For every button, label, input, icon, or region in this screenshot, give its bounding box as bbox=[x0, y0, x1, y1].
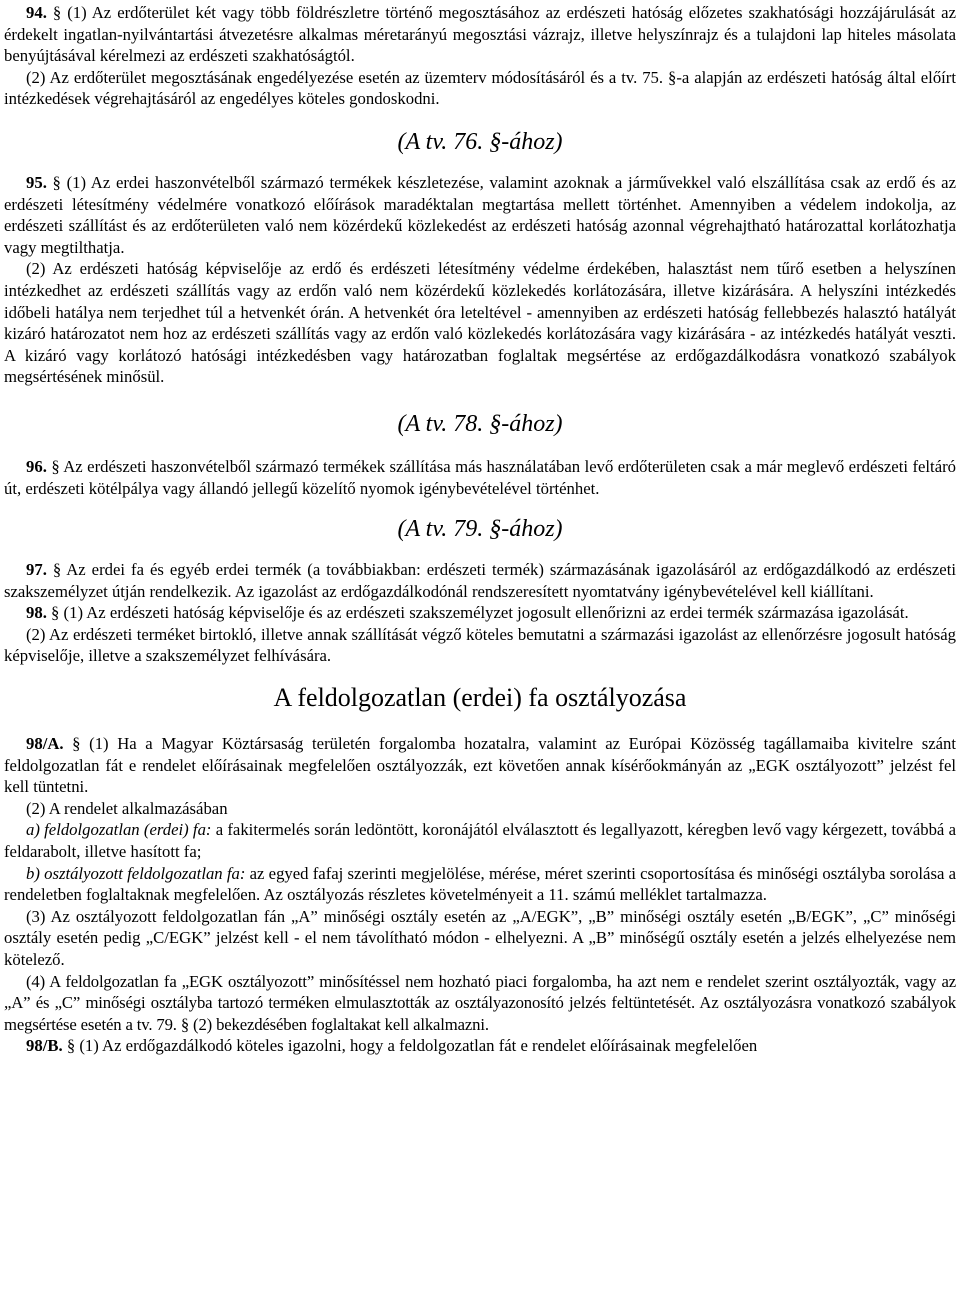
paragraph-98b-1 bbox=[4, 1035, 956, 1057]
section-number: 96. bbox=[26, 456, 47, 476]
paragraph-98-2: (2) Az erdészeti terméket birtokló, illetve annak szállítását végző köteles bemutatni a származási igazolást az ellenőrzésre jogosult hatóság képviselője, illetve a szakszemélyzet felhívására. bbox=[4, 624, 956, 666]
defined-term: a) feldolgozatlan (erdei) fa: bbox=[26, 820, 212, 840]
paragraph-text: § (1) Az erdőgazdálkodó köteles igazolni, hogy a feldolgozatlan fát e rendelet előírásainak megfelelően bbox=[62, 1036, 758, 1056]
section-number: 98/A. bbox=[26, 734, 64, 754]
paragraph-text: § (1) Ha a Magyar Köztársaság területén forgalomba hozatalra, valamint az Európai Közösség tagállamaiba kivitelre szánt feldolgozatlan fát e rendelet előírásainak megfelelően osztályozzák, ezt követően annak kísérőokmányán az „EGK osztályozott” jelzést fel kell tüntetni. bbox=[4, 734, 956, 797]
paragraph-98a-2: (2) A rendelet alkalmazásában bbox=[26, 798, 228, 818]
paragraph-text: § (1) Az erdészeti hatóság képviselője és az erdészeti szakszemélyzet jogosult ellenőrizni az erdei termék származása igazolását. bbox=[46, 603, 909, 623]
paragraph-95-2: (2) Az erdészeti hatóság képviselője az erdő és erdészeti létesítmény védelme érdekében, halasztást nem tűrő esetben a helyszínen intézkedhet az erdészeti szállítás vagy az erdőn való nem közérdekű közlekedés korlátozására, illetve kizárására. A helyszíni intézkedés időbeli hatálya nem terjedhet túl a hetvenkét órán. A hetvenkét óra leteltével - amennyiben az erdészeti hatóság fellebbezés halasztó hatályát kizáró határozatot nem hoz az erdészeti szállítás vagy az erdőn való közlekedés korlátozására vagy kizárására - az intézkedés hatályát veszti. A kizáró vagy korlátozó hatósági intézkedésben vagy határozatban foglaltak megsértése az erdőgazdálkodásra vonatkozó szabályok megsértésének minősül. bbox=[4, 259, 956, 387]
section-heading-tv76: (A tv. 76. §-ához) bbox=[397, 128, 563, 155]
paragraph-text: az egyed fafaj szerinti megjelölése, mérése, méret szerinti csoportosítása és minőségi osztályba sorolása a rendeletben foglaltaknak megfelelően. Az osztályozás részletes követelményeit a 11. számú melléklet tartalmazza. bbox=[4, 863, 956, 905]
section-number: 95. bbox=[26, 172, 47, 192]
paragraph-text: a fakitermelés során ledöntött, koronájától elválasztott és legallyazott, kéregben levő vagy kérgezett, továbbá a feldarabolt, illetve hasított fa; bbox=[4, 820, 956, 862]
paragraph-98a-point-b bbox=[4, 863, 956, 906]
paragraph-96 bbox=[4, 456, 956, 499]
paragraph-98a-3: (3) Az osztályozott feldolgozatlan fán „A” minőségi osztály esetén az „A/EGK”, „B” minőségi osztály esetén „B/EGK”, „C” minőségi osztály esetén pedig „C/EGK” jelzést kell - el nem távolítható módon - elhelyezni. A „B” minőségű osztály esetén a jelzés elhelyezése nem kötelező. bbox=[4, 906, 956, 969]
paragraph-98a-4: (4) A feldolgozatlan fa „EGK osztályozott” minősítéssel nem hozható piaci forgalomba, ha azt nem e rendelet szerint osztályozták, vagy az „A” és „C” minőségi osztályba tartozó terméken elmulasztották az osztályazonosító jelzés feltüntetését. Az osztályozásra vonatkozó szabályok megsértése esetén a tv. 79. § (2) bekezdésében foglaltakat kell alkalmazni. bbox=[4, 971, 956, 1034]
paragraph-text: § (1) Az erdőterület két vagy több földrészletre történő megosztásához az erdészeti hatóság előzetes szakhatósági hozzájárulását az érdekelt ingatlan-nyilvántartási átvezetésre alkalmas méretarányú megosztási vázrajz, illetve helyszínrajz és a tulajdoni lap hiteles másolata benyújtásával kérelmezi az erdészeti szakhatóságtól. bbox=[4, 3, 956, 66]
paragraph-98a-1 bbox=[4, 733, 956, 798]
section-number: 97. bbox=[26, 560, 47, 580]
paragraph-94-2: (2) Az erdőterület megosztásának engedélyezése esetén az üzemterv módosításáról és a tv. 75. §-a alapján az erdészeti hatóság által előírt intézkedések végrehajtásáról az engedélyes köteles gondoskodni. bbox=[4, 67, 956, 109]
section-heading-tv78: (A tv. 78. §-ához) bbox=[397, 410, 563, 437]
paragraph-98-1 bbox=[4, 602, 956, 624]
defined-term: b) osztályozott feldolgozatlan fa: bbox=[26, 863, 246, 883]
section-heading-tv79: (A tv. 79. §-ához) bbox=[397, 516, 563, 543]
paragraph-text: § (1) Az erdei haszonvételből származó termékek készletezése, valamint azoknak a járművekkel való elszállítása csak az erdő és az erdészeti létesítmény védelmére vonatkozó előírások maradéktalan megtartása mellett történhet. Amennyiben a védelem indokolja, az erdészeti szállítást és az erdőterületen való nem közérdekű közlekedést az erdészeti hatóság azonnal végrehajtható határozattal korlátozhatja vagy megtilthatja. bbox=[4, 172, 956, 257]
paragraph-95-1 bbox=[4, 172, 956, 258]
paragraph-text: § Az erdészeti haszonvételből származó termékek szállítása más használatában levő erdőterületen csak a már meglevő erdészeti feltáró út, erdészeti kötélpálya vagy állandó jellegű közelítő nyomok igénybevételével történhet. bbox=[4, 456, 956, 498]
paragraph-text: § Az erdei fa és egyéb erdei termék (a továbbiakban: erdészeti termék) származásának igazolásáról az erdőgazdálkodó az erdészeti szakszemélyzet útján rendelkezik. Az igazolást az erdőgazdálkodónál rendszeresített nyomtatvány igénybevételével kell kiállítani. bbox=[4, 560, 956, 601]
section-number: 98/B. bbox=[26, 1036, 63, 1056]
paragraph-98a-point-a bbox=[4, 819, 956, 862]
section-number: 98. bbox=[26, 603, 47, 623]
chapter-heading: A feldolgozatlan (erdei) fa osztályozása bbox=[273, 683, 687, 713]
paragraph-97 bbox=[4, 559, 956, 602]
paragraph-94-1 bbox=[4, 2, 956, 67]
section-number: 94. bbox=[26, 3, 47, 22]
